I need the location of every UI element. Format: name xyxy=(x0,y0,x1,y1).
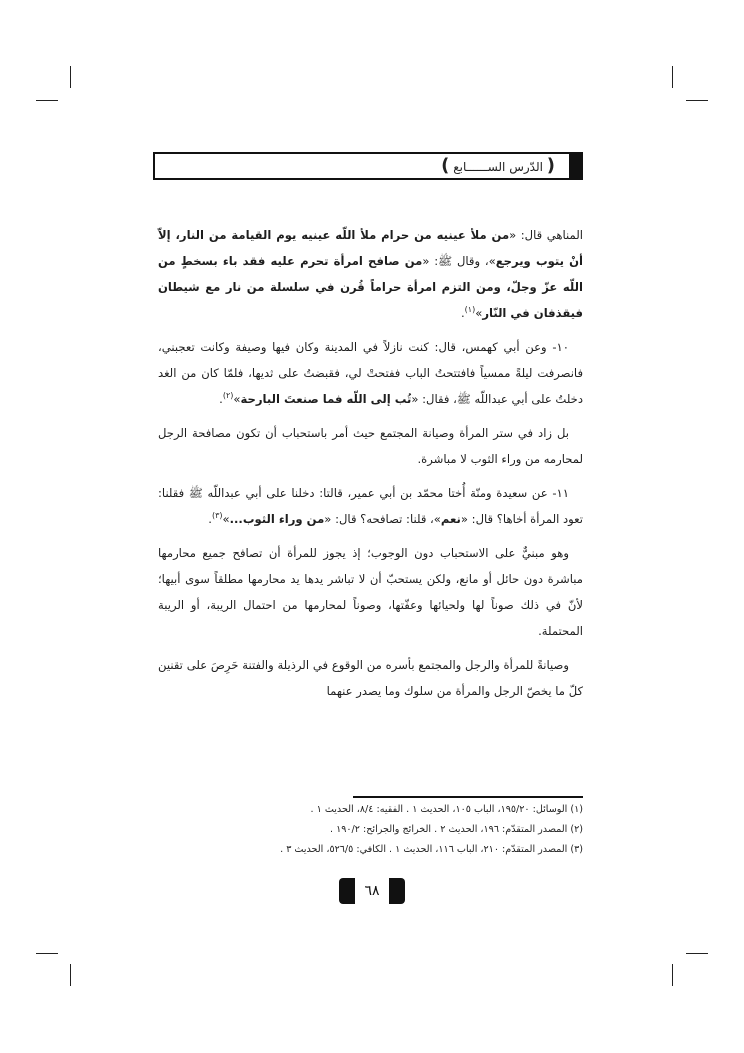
footnote-separator xyxy=(353,796,583,798)
crop-mark xyxy=(672,964,673,986)
chapter-title-text: الدّرس الســــــابع xyxy=(453,160,543,174)
footnote: (٣) المصدر المتقدّم: ٢١٠، الباب ١١٦، الحديث ١ . الكافي: ٥٢٦/٥، الحديث ٣ . xyxy=(280,844,583,855)
page-number: ٦٨ xyxy=(355,878,389,904)
crop-mark xyxy=(686,100,708,101)
footnotes xyxy=(230,800,583,860)
paragraph: ١١- عن سعيدة ومنّة أُختا محمّد بن أبي عمير، قالتا: دخلنا على أبي عبداللّه ﷺ فقلنا: تعود المرأة أخاها؟ قال: «نعم»، قلنا: تصافحه؟ قال: «من وراء الثوب...»$^{(٣)}$. xyxy=(158,486,583,526)
chapter-header xyxy=(153,152,583,180)
paragraph: بل زاد في ستر المرأة وصيانة المجتمع حيث أمر باستحباب أن تكون مصافحة الرجل لمحارمه من وراء الثوب لا مباشرة. xyxy=(158,426,583,466)
paragraph: وصيانةً للمرأة والرجل والمجتمع بأسره من الوقوع في الرذيلة والفتنة حَرِصَ على تقنين كلّ ما يخصّ الرجل والمرأة من سلوك وما يصدر عنهما xyxy=(158,658,583,698)
header-cap xyxy=(569,152,583,180)
page-number-box xyxy=(339,878,405,904)
page-number-bracket-left xyxy=(339,878,355,904)
page-number-bracket-right xyxy=(389,878,405,904)
main-text xyxy=(158,222,583,712)
chapter-title: ( الدّرس الســــــابع ) xyxy=(433,156,563,178)
crop-mark xyxy=(70,964,71,986)
crop-mark xyxy=(686,953,708,954)
paragraph: ١٠- وعن أبي كهمس، قال: كنت نازلاً في المدينة وكان فيها وصيفة وكانت تعجبني، فانصرفت ليلةً ممسياً فافتتحتُ الباب ففتحتْ لي، فقبضتُ على ثديها، فلمّا كان من الغد دخلتُ على أبي عبداللّه ﷺ، فقال: «تُب إلى اللّه فما صنعتَ البارحة»$^{(٢)}$. xyxy=(158,340,583,406)
crop-mark xyxy=(70,66,71,88)
paragraph: وهو مبنيٌّ على الاستحباب دون الوجوب؛ إذ يجوز للمرأة أن تصافح جميع محارمها مباشرة دون حائل أو مانع، ولكن يستحبّ أن لا تباشر يدها يد محارمها مطلقاً سوى أبيها؛ لأنّ في ذلك صوناً لها ولحيائها وعفّتها، وصوناً لمحارمها من احتمال الريبة، أو الريبة المحتملة. xyxy=(158,546,583,638)
crop-mark xyxy=(36,100,58,101)
paragraph: المناهي قال: «من ملأ عينيه من حرام ملأ اللّه عينيه يوم القيامة من النار، إلاّ أنْ يتوب ويرجع»، وقال ﷺ: «من صافح امرأة تحرم عليه فقد باء بسخطٍ من اللّه عزّ وجلّ، ومن التزم امرأة حراماً قُرن في سلسلة من نار مع شيطان فيقذفان في النّار»$^{(١)}$. xyxy=(158,228,583,320)
footnote: (١) الوسائل: ١٩٥/٢٠، الباب ١٠٥، الحديث ١ . الفقيه: ٨/٤، الحديث ١ . xyxy=(310,804,583,815)
crop-mark xyxy=(672,66,673,88)
crop-mark xyxy=(36,953,58,954)
footnote: (٢) المصدر المتقدّم: ١٩٦، الحديث ٢ . الخرائج والجرائح: ١٩٠/٢ . xyxy=(329,824,583,835)
